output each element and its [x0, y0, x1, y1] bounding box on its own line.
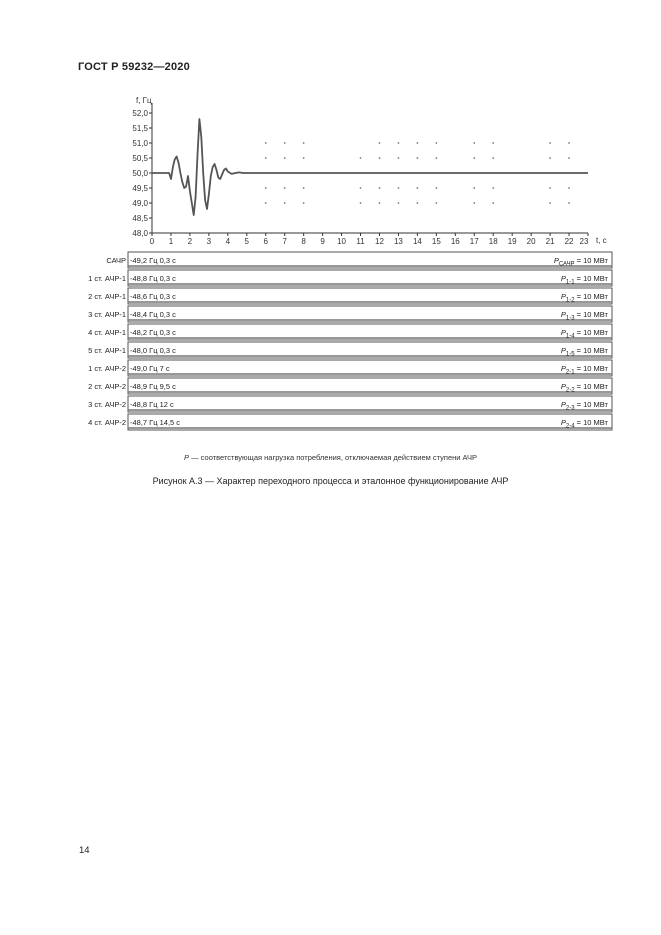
x-tick-label: 0: [149, 237, 155, 246]
marker-point: [549, 157, 551, 159]
marker-point: [284, 187, 286, 189]
x-tick-label: 17: [469, 237, 479, 246]
row-label: 4 ст. АЧР-1: [88, 328, 126, 337]
load-value: = 10 МВт: [574, 310, 608, 319]
load-subscript: САЧР: [558, 261, 575, 268]
x-tick-label: 9: [320, 237, 325, 246]
load-value: = 10 МВт: [574, 418, 608, 427]
x-tick-label: 16: [450, 237, 460, 246]
load-value: = 10 МВт: [574, 364, 608, 373]
load-subscript: 1-3: [565, 315, 575, 322]
marker-point: [473, 157, 475, 159]
x-tick-label: 21: [545, 237, 555, 246]
settings-row: [88, 270, 612, 286]
x-tick-label: 23: [579, 237, 589, 246]
marker-point: [435, 202, 437, 204]
x-tick-label: 7: [282, 237, 287, 246]
settings-row: [88, 414, 612, 430]
marker-point: [549, 142, 551, 144]
x-tick-label: 2: [187, 237, 193, 246]
x-tick-label: 15: [431, 237, 441, 246]
settings-row: [88, 360, 612, 376]
chart-axes: [136, 96, 607, 245]
x-tick-label: 13: [393, 237, 403, 246]
x-tick-label: 11: [356, 237, 365, 246]
chart-curve: [152, 119, 588, 215]
marker-point: [379, 142, 381, 144]
load-subscript: 1-1: [565, 279, 575, 286]
settings-row: [88, 306, 612, 322]
marker-point: [398, 187, 400, 189]
marker-point: [416, 202, 418, 204]
settings-row: [88, 342, 612, 358]
marker-point: [416, 142, 418, 144]
load-value: = 10 МВт: [574, 346, 608, 355]
marker-point: [360, 202, 362, 204]
x-tick-label: 12: [375, 237, 384, 246]
marker-point: [492, 202, 494, 204]
load-symbol: P: [560, 382, 566, 391]
load-symbol: P: [560, 346, 566, 355]
y-tick-label: 52,0: [132, 109, 148, 118]
marker-point: [265, 142, 267, 144]
load-symbol: P: [560, 364, 566, 373]
load-symbol: P: [560, 418, 566, 427]
settings-row: [88, 378, 612, 394]
marker-point: [473, 187, 475, 189]
y-tick-label: 50,5: [132, 154, 148, 163]
load-value: = 10 МВт: [574, 256, 608, 265]
row-setting: -48,8 Гц 0,3 с: [130, 274, 176, 283]
row-label: 3 ст. АЧР-2: [88, 400, 126, 409]
y-tick-label: 48,0: [132, 229, 148, 238]
load-subscript: 2-3: [565, 405, 575, 412]
marker-point: [492, 187, 494, 189]
y-tick-label: 48,5: [132, 214, 148, 223]
marker-point: [303, 142, 305, 144]
load-symbol: P: [560, 292, 566, 301]
document-header: ГОСТ Р 59232—2020: [78, 61, 190, 73]
y-tick-label: 51,0: [132, 139, 148, 148]
load-value: = 10 МВт: [574, 382, 608, 391]
load-value: = 10 МВт: [574, 328, 608, 337]
x-tick-label: 18: [488, 237, 498, 246]
x-tick-label: 20: [526, 237, 536, 246]
row-setting: -48,6 Гц 0,3 с: [130, 292, 176, 301]
x-tick-label: 6: [263, 237, 268, 246]
marker-point: [473, 202, 475, 204]
y-axis-label: f, Гц: [136, 96, 152, 105]
row-label: 1 ст. АЧР-1: [88, 274, 126, 283]
row-label: САЧР: [106, 256, 126, 265]
marker-point: [435, 142, 437, 144]
row-setting: -48,9 Гц 9,5 с: [130, 382, 176, 391]
marker-point: [303, 202, 305, 204]
figure-note: [0, 453, 661, 462]
load-symbol: P: [560, 328, 566, 337]
x-tick-label: 19: [507, 237, 517, 246]
frequency-chart: [0, 0, 661, 450]
settings-row: [106, 252, 612, 268]
x-tick-label: 4: [225, 237, 231, 246]
marker-point: [492, 142, 494, 144]
row-setting: -48,0 Гц 0,3 с: [130, 346, 176, 355]
marker-point: [398, 202, 400, 204]
y-tick-label: 49,5: [132, 184, 148, 193]
x-tick-label: 3: [206, 237, 212, 246]
row-setting: -48,8 Гц 12 с: [130, 400, 174, 409]
marker-point: [416, 157, 418, 159]
load-value: = 10 МВт: [574, 274, 608, 283]
marker-point: [568, 202, 570, 204]
marker-point: [303, 187, 305, 189]
load-symbol: P: [560, 400, 566, 409]
load-subscript: 1-2: [565, 297, 575, 304]
settings-row: [88, 324, 612, 340]
marker-point: [398, 157, 400, 159]
frequency-series-line: [152, 119, 588, 215]
marker-point: [265, 187, 267, 189]
marker-point: [303, 157, 305, 159]
x-tick-label: 10: [337, 237, 347, 246]
marker-point: [473, 142, 475, 144]
marker-point: [360, 157, 362, 159]
marker-point: [549, 202, 551, 204]
figure-caption: Рисунок А.3 — Характер переходного процесса и эталонное функционирование АЧР: [152, 476, 509, 486]
marker-point: [435, 157, 437, 159]
row-setting: -49,2 Гц 0,3 с: [130, 256, 176, 265]
marker-point: [284, 142, 286, 144]
load-value: = 10 МВт: [574, 400, 608, 409]
marker-point: [549, 187, 551, 189]
row-setting: -48,7 Гц 14,5 с: [130, 418, 181, 427]
load-subscript: 1-4: [565, 333, 575, 340]
x-tick-label: 5: [244, 237, 250, 246]
marker-point: [284, 202, 286, 204]
marker-point: [416, 187, 418, 189]
load-symbol: P: [560, 274, 566, 283]
marker-point: [568, 157, 570, 159]
row-label: 2 ст. АЧР-1: [88, 292, 126, 301]
marker-point: [265, 202, 267, 204]
y-tick-label: 50,0: [132, 169, 148, 178]
note-symbol: P: [184, 453, 190, 462]
marker-point: [568, 187, 570, 189]
marker-point: [568, 142, 570, 144]
load-subscript: 2-4: [565, 423, 575, 430]
marker-point: [379, 187, 381, 189]
marker-point: [435, 187, 437, 189]
marker-point: [398, 142, 400, 144]
marker-point: [492, 157, 494, 159]
x-tick-label: 8: [301, 237, 306, 246]
row-label: 1 ст. АЧР-2: [88, 364, 126, 373]
load-subscript: 1-5: [565, 351, 575, 358]
row-label: 5 ст. АЧР-1: [88, 346, 126, 355]
y-tick-label: 49,0: [132, 199, 148, 208]
load-subscript: 2-2: [565, 387, 575, 394]
page-number: 14: [79, 845, 90, 856]
note-text: — соответствующая нагрузка потребления, отключаемая действием ступени АЧР: [189, 453, 477, 462]
x-tick-label: 14: [412, 237, 422, 246]
load-symbol: P: [560, 310, 566, 319]
row-setting: -49,0 Гц 7 с: [130, 364, 170, 373]
load-subscript: 2-1: [565, 369, 575, 376]
load-value: = 10 МВт: [574, 292, 608, 301]
row-label: 3 ст. АЧР-1: [88, 310, 126, 319]
marker-point: [379, 202, 381, 204]
row-setting: -48,2 Гц 0,3 с: [130, 328, 176, 337]
marker-point: [265, 157, 267, 159]
settings-row: [88, 288, 612, 304]
x-axis-label: t, с: [596, 236, 607, 245]
marker-point: [379, 157, 381, 159]
settings-table: [88, 252, 612, 430]
row-label: 4 ст. АЧР-2: [88, 418, 126, 427]
row-setting: -48,4 Гц 0,3 с: [130, 310, 176, 319]
marker-point: [360, 187, 362, 189]
row-label: 2 ст. АЧР-2: [88, 382, 126, 391]
marker-point: [284, 157, 286, 159]
load-symbol: P: [553, 256, 559, 265]
settings-row: [88, 396, 612, 412]
y-tick-label: 51,5: [132, 124, 148, 133]
x-tick-label: 22: [564, 237, 574, 246]
x-tick-label: 1: [168, 237, 174, 246]
